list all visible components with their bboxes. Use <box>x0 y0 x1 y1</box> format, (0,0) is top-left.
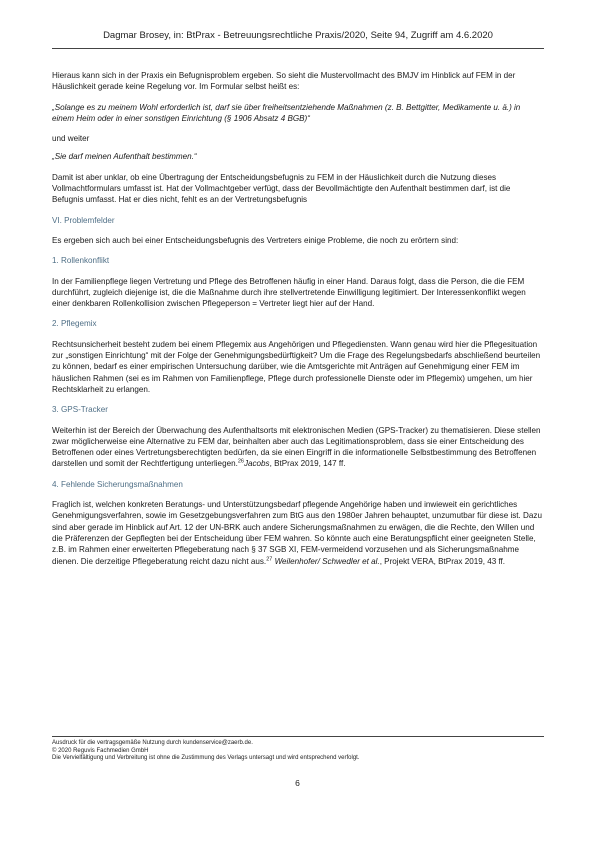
page-footer <box>52 740 544 763</box>
page-header-citation: Dagmar Brosey, in: BtPrax - Betreuungsrechtliche Praxis/2020, Seite 94, Zugriff am 4.6.2020 <box>103 30 493 41</box>
footnote-26-source: , BtPrax 2019, 147 ff. <box>269 459 346 469</box>
paragraph-sicherung-text: Fraglich ist, welchen konkreten Beratungs- und Unterstützungsbedarf pflegende Angehörige haben und inwieweit ein gerichtliches Genehmigungsverfahren, sowie im Gesetzgebungsverfahren zum BtG aus den 1980er Jahren behauptet, unzumutbar für diese ist. Dazu sind aber gerade im Hinblick auf Art. 12 der UN-BRK auch andere Sicherungsmaßnahmen zu erwägen, die die Rechte, den Willen und die Präferenzen der Gepflegten bei der Entscheidung über FEM wahren. So könnte auch eine Beratungspflicht einer geeigneten Stelle, z.B. im Rahmen einer erweiterten Pflegeberatung nach § 37 SGB XI, FEM-vermeidend vorzusehen und als Sicherungsmaßnahme dienen. Die derzeitige Pflegeberatung reicht dazu nicht aus. <box>52 500 542 566</box>
paragraph-pflegemix: Rechtsunsicherheit besteht zudem bei einem Pflegemix aus Angehörigen und Pflegediensten. Wann genau wird hier die Pflegesituation zur „sonstigen Einrichtung“ mit der Folge der Genehmigungsbedürftigkeit? Um die Frage des Regelungsbedarfs abschließend beurteilen zu können, bedarf es einer empirischen Untersuchung darüber, wie die Amtsgerichte mit Anträgen auf Genehmigung einer FEM im häuslichen Rahmen (sei es im Rahmen von Familienpflege, Pflege durch professionelle Dienste oder im Pflegemix) umgehen, um hier Rechtsklarheit zu erlangen. <box>52 339 541 394</box>
document-body <box>52 70 544 576</box>
paragraph-gps-text: Weiterhin ist der Bereich der Überwachung des Aufenthaltsorts mit elektronischen Medien (GPS-Tracker) zu thematisieren. Diese stellen zwar möglicherweise eine Alternative zu FEM dar, beinhalten aber auch das Legitimationsproblem, dass sie einer Entscheidung des Betroffenen oder eines Vertretungsberechtigten bedürfen, da sie einen Eingriff in die informationelle Selbstbestimmung des Betroffenen darstellen und somit der Rechtfertigung unterliegen. <box>52 425 541 469</box>
page-number: 6 <box>295 778 300 788</box>
paragraph-vertretungsbefugnis: Damit ist aber unklar, ob eine Übertragung der Entscheidungsbefugnis zu FEM in der Häuslichkeit durch die Nutzung dieses Vollmachtformulars umfasst ist. Hat der Vollmachtgeber verfügt, dass der Bevollmächtigte den Aufenthalt bestimmen darf, ist die Befugnis umfasst. Hat er dies nicht, fehlt es an der Vertretungsbefugnis <box>52 172 511 205</box>
heading-pflegemix: 2. Pflegemix <box>52 319 97 329</box>
paragraph-sicherungsmassnahmen <box>52 499 544 567</box>
footnote-27-source: , Projekt VERA, BtPrax 2019, 43 ff. <box>379 556 506 566</box>
footer-copyright: © 2020 Reguvis Fachmedien GmbH <box>52 747 149 754</box>
footer-legal-notice: Die Vervielfältigung und Verbreitung ist ohne die Zustimmung des Verlags untersagt und wird entsprechend verfolgt. <box>52 755 360 762</box>
paragraph-und-weiter: und weiter <box>52 134 90 144</box>
paragraph-rollenkonflikt: In der Familienpflege liegen Vertretung und Pflege des Betroffenen häufig in einer Hand. Daraus folgt, dass die Person, die die FEM durchführt, zugleich diejenige ist, die die Maßnahme durch ihre stellvertretende Einwilligung legitimiert. Der Interessenkonflikt wegen einer denkbaren Rollenkollision zwischen Pflegeperson = Vertreter liegt hier auf der Hand. <box>52 276 526 309</box>
heading-problemfelder: VI. Problemfelder <box>52 215 115 225</box>
footnote-27-authors: Weilenhofer/ Schwedler et al. <box>274 556 380 566</box>
quote-vollmacht-fem: „Solange es zu meinem Wohl erforderlich ist, darf sie über freiheitsentziehende Maßnahmen (z. B. Bettgitter, Medikamente u. ä.) in einem Heim oder in einer sonstigen Einrichtung (§ 1906 Absatz 4 BGB)“ <box>52 102 521 123</box>
paragraph-befugnisproblem: Hieraus kann sich in der Praxis ein Befugnisproblem ergeben. So sieht die Mustervollmacht des BMJV im Hinblick auf FEM in der Häuslichkeit gerade keine Regelung vor. Im Formular selbst heißt es: <box>52 71 516 92</box>
paragraph-probleme-intro: Es ergeben sich auch bei einer Entscheidungsbefugnis des Vertreters einige Probleme, die noch zu erörtern sind: <box>52 235 459 245</box>
heading-sicherungsmassnahmen: 4. Fehlende Sicherungsmaßnahmen <box>52 479 183 489</box>
footnote-ref-27[interactable]: 27 <box>266 555 273 562</box>
heading-gps-tracker: 3. GPS-Tracker <box>52 405 108 415</box>
header-divider <box>52 48 544 49</box>
quote-aufenthalt: „Sie darf meinen Aufenthalt bestimmen.“ <box>52 152 197 162</box>
footnote-ref-26[interactable]: 26 <box>237 458 244 465</box>
footer-usage-note: Ausdruck für die vertragsgemäße Nutzung durch kundenservice@zaerb.de. <box>52 740 253 746</box>
paragraph-gps-tracker <box>52 425 544 470</box>
footnote-26-author: Jacobs <box>243 459 270 469</box>
footer-divider <box>52 736 544 737</box>
heading-rollenkonflikt: 1. Rollenkonflikt <box>52 256 110 266</box>
